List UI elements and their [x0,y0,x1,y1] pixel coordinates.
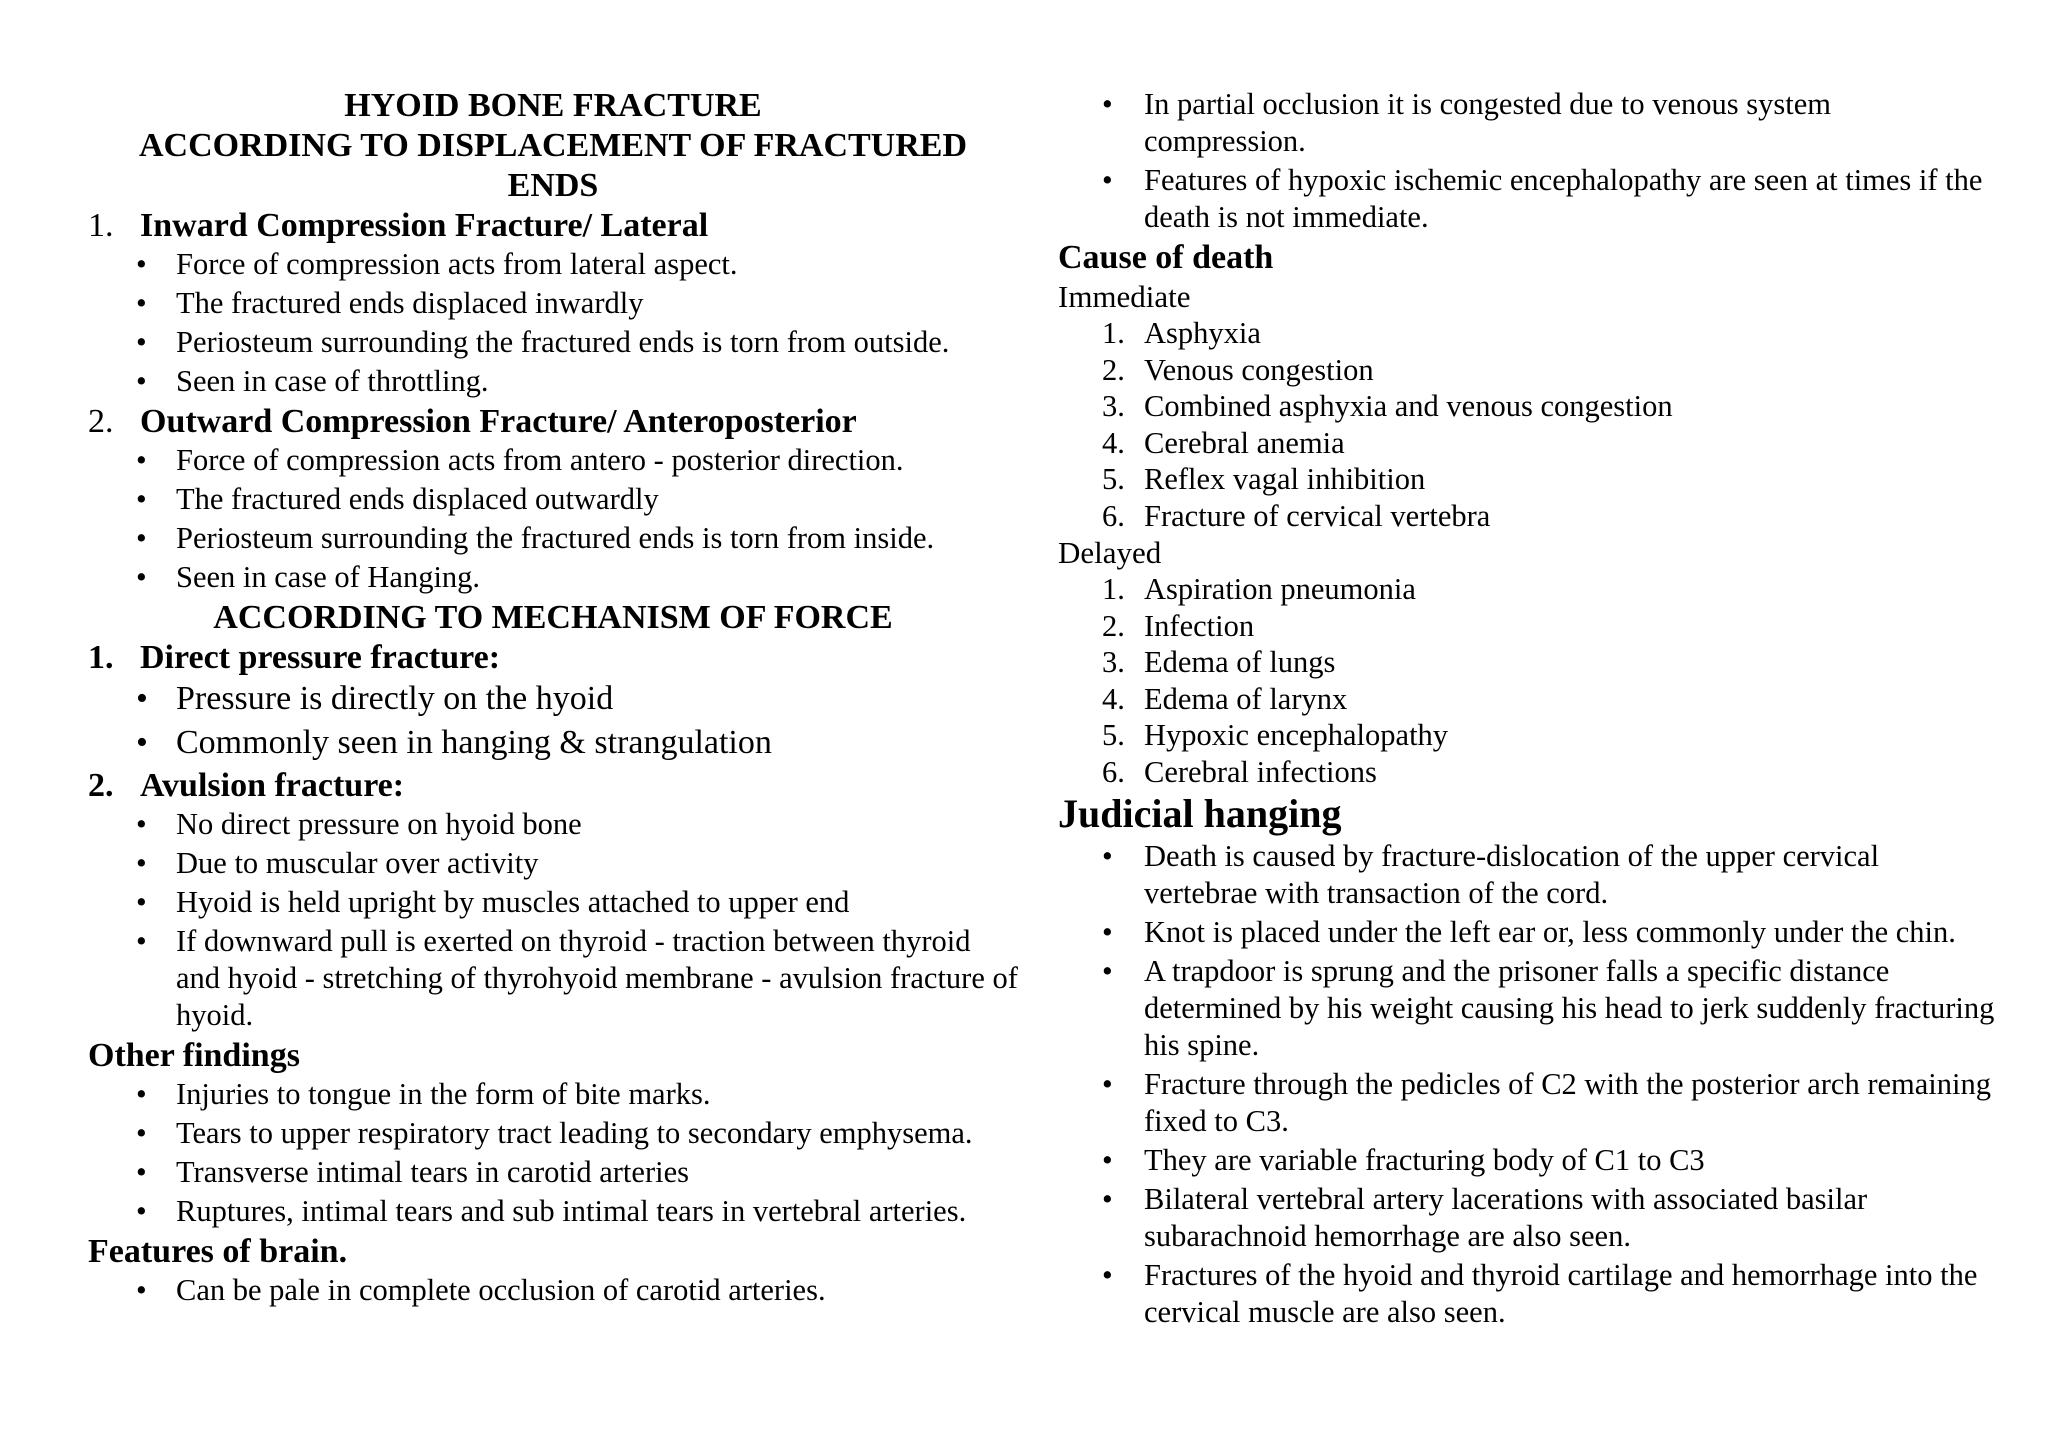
list-item [1102,644,1998,681]
list-number: 6. [1102,498,1125,533]
outward-compression-heading [88,402,1018,442]
bullet-item: • Features of hypoxic ischemic encephalopathy are seen at times if the death is not immediate. [1102,162,1998,236]
document-title [88,86,1018,206]
bullet-item: • In partial occlusion it is congested due to venous system compression. [1102,86,1998,160]
bullet-item: • Hyoid is held upright by muscles attached to upper end [136,884,1018,921]
list-text: Aspiration pneumonia [1144,572,1416,606]
bullet-item: • Commonly seen in hanging & strangulation [136,722,1018,764]
list-number: 2. [1102,608,1125,643]
delayed-label: Delayed [1058,535,1162,570]
list-number: 3. [1102,645,1125,679]
list-text: Cerebral infections [1144,754,1377,789]
list-number: 4. [1102,681,1125,716]
title-line: HYOID BONE FRACTURE [344,87,762,124]
bullet-item: • Bilateral vertebral artery lacerations with associated basilar subarachnoid hemorrhage are also seen. [1102,1181,1998,1255]
list-text: Edema of lungs [1144,645,1336,679]
bullet-item: • Periosteum surrounding the fractured ends is torn from outside. [136,324,1018,361]
features-brain-heading: Features of brain. [88,1233,348,1270]
judicial-hanging-bullets [1058,838,1998,1331]
bullet-item: • They are variable fracturing body of C1 to C3 [1102,1142,1998,1179]
list-item [1102,461,1998,498]
bullet-item: • Fracture through the pedicles of C2 with the posterior arch remaining fixed to C3. [1102,1066,1998,1140]
immediate-causes-list [1058,315,1998,534]
list-number: 6. [1102,754,1125,789]
bullet-item: • Fractures of the hyoid and thyroid cartilage and hemorrhage into the cervical muscle are also seen. [1102,1257,1998,1331]
list-item [1102,717,1998,754]
bullet-item: • Due to muscular over activity [136,845,1018,882]
bullet-item: • The fractured ends displaced inwardly [136,285,1018,322]
other-findings-heading: Other findings [88,1037,300,1074]
brain-continued-bullets [1058,86,1998,236]
bullet-item: • Pressure is directly on the hyoid [136,678,1018,720]
title-line: ACCORDING TO DISPLACEMENT OF FRACTURED [138,127,968,164]
list-item [1102,498,1998,535]
bullet-item: • Force of compression acts from antero - posterior direction. [136,442,1018,479]
avulsion-bullets [88,806,1018,1034]
bullet-item: • Can be pale in complete occlusion of carotid arteries. [136,1272,1018,1309]
list-number: 3. [1102,389,1125,423]
list-text: Cerebral anemia [1144,425,1345,460]
list-text: Hypoxic encephalopathy [1144,718,1449,752]
immediate-label: Immediate [1058,279,1191,314]
direct-pressure-bullets [88,678,1018,764]
list-text: Venous congestion [1144,352,1374,387]
bullet-item: • Force of compression acts from lateral aspect. [136,246,1018,283]
other-findings-bullets [88,1076,1018,1230]
list-item [1102,352,1998,389]
list-number: 4. [1102,425,1125,460]
avulsion-heading [88,766,1018,806]
bullet-item: • Periosteum surrounding the fractured ends is torn from inside. [136,520,1018,557]
list-number: 1. [1102,316,1125,350]
bullet-item: • No direct pressure on hyoid bone [136,806,1018,843]
left-column [88,86,1018,1311]
list-text: Reflex vagal inhibition [1144,462,1426,496]
outward-compression-bullets [88,442,1018,596]
item-heading: Avulsion fracture: [140,767,405,804]
right-column [1058,86,1998,1333]
list-text: Fracture of cervical vertebra [1144,498,1491,533]
cause-of-death-heading: Cause of death [1058,239,1274,276]
bullet-item: • If downward pull is exerted on thyroid - traction between thyroid and hyoid - stretching of thyrohyoid membrane - avulsion fracture of hyoid. [136,923,1018,1034]
item-number: 2. [88,403,114,440]
list-text: Infection [1144,608,1255,643]
item-number: 1. [88,639,114,676]
list-item [1102,425,1998,462]
list-item [1102,754,1998,791]
judicial-hanging-heading: Judicial hanging [1058,791,1342,836]
list-number: 2. [1102,352,1125,387]
list-item [1102,608,1998,645]
mechanism-title: ACCORDING TO MECHANISM OF FORCE [213,599,893,636]
item-number: 2. [88,767,114,804]
list-number: 1. [1102,572,1125,606]
bullet-item: • Seen in case of Hanging. [136,559,1018,596]
direct-pressure-heading [88,638,1018,678]
item-number: 1. [88,207,114,244]
list-item [1102,571,1998,608]
bullet-item: • Transverse intimal tears in carotid arteries [136,1154,1018,1191]
item-heading: Inward Compression Fracture/ Lateral [140,207,709,244]
delayed-causes-list [1058,571,1998,790]
features-brain-bullets [88,1272,1018,1309]
item-heading: Direct pressure fracture: [140,639,501,676]
bullet-item: • A trapdoor is sprung and the prisoner falls a specific distance determined by his weight causing his head to jerk suddenly fracturing his spine. [1102,953,1998,1064]
inward-compression-heading [88,206,1018,246]
list-item [1102,681,1998,718]
inward-compression-bullets [88,246,1018,400]
list-item [1102,388,1998,425]
list-text: Asphyxia [1144,316,1261,350]
bullet-item: • Ruptures, intimal tears and sub intimal tears in vertebral arteries. [136,1193,1018,1230]
title-line: ENDS [507,167,599,204]
list-text: Edema of larynx [1144,681,1348,716]
bullet-item: • The fractured ends displaced outwardly [136,481,1018,518]
bullet-item: • Knot is placed under the left ear or, less commonly under the chin. [1102,914,1998,951]
bullet-item: • Seen in case of throttling. [136,363,1018,400]
list-text: Combined asphyxia and venous congestion [1144,389,1673,423]
bullet-item: • Tears to upper respiratory tract leading to secondary emphysema. [136,1115,1018,1152]
bullet-item: • Injuries to tongue in the form of bite marks. [136,1076,1018,1113]
item-heading: Outward Compression Fracture/ Anteroposterior [140,403,857,440]
list-item [1102,315,1998,352]
bullet-item: • Death is caused by fracture-dislocation of the upper cervical vertebrae with transaction of the cord. [1102,838,1998,912]
list-number: 5. [1102,718,1125,752]
list-number: 5. [1102,462,1125,496]
